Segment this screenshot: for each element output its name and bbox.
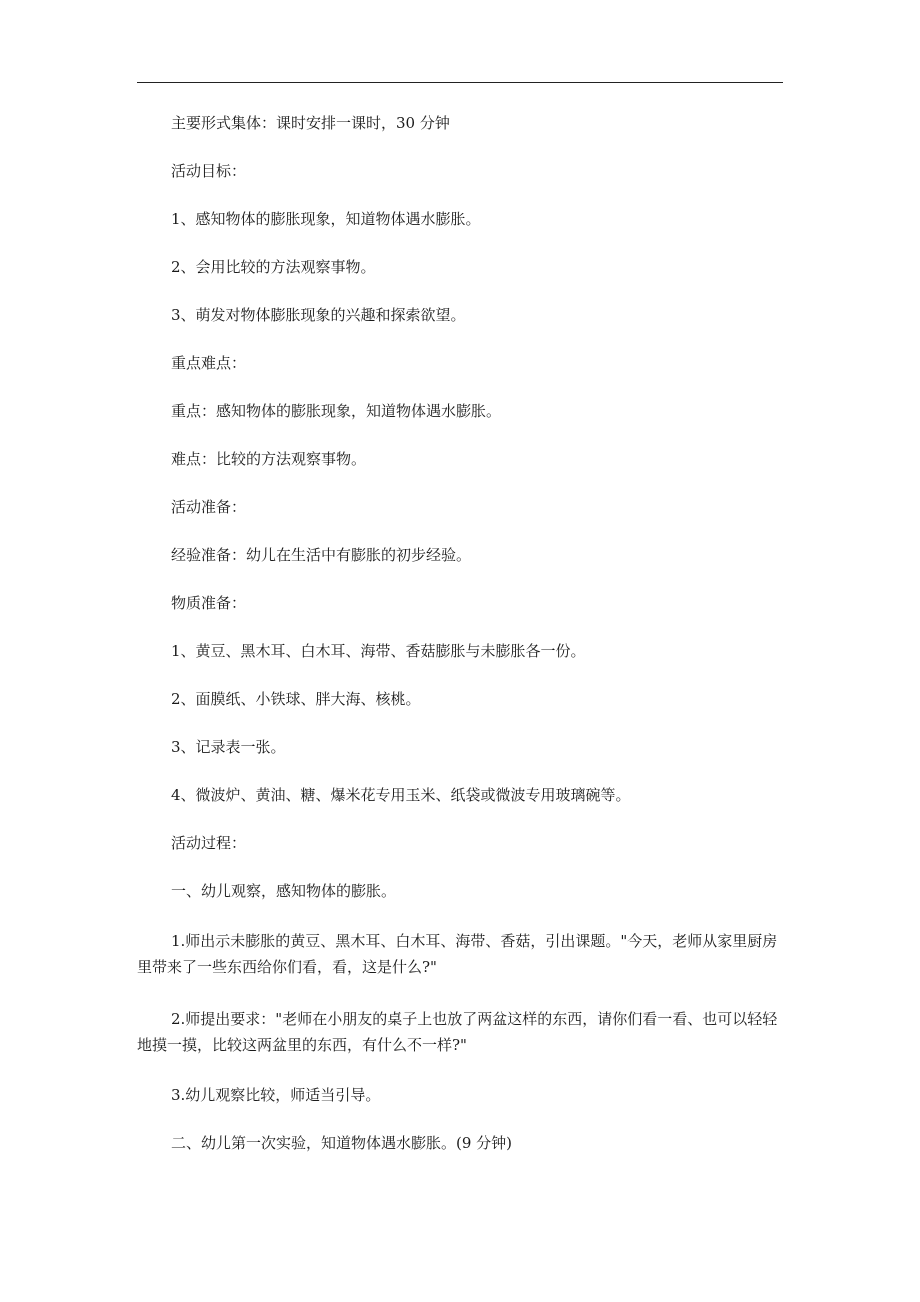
- document-body: [137, 112, 783, 1154]
- list-item: 4、微波炉、黄油、糖、爆米花专用玉米、纸袋或微波专用玻璃碗等。: [171, 786, 631, 804]
- paragraph: 一、幼儿观察，感知物体的膨胀。: [171, 882, 397, 900]
- paragraph: 二、幼儿第一次实验，知道物体遇水膨胀。(9 分钟): [171, 1134, 513, 1152]
- section-heading: 活动过程：: [171, 834, 247, 852]
- section-heading: 活动准备：: [171, 498, 247, 516]
- paragraph: 3.幼儿观察比较，师适当引导。: [171, 1086, 381, 1104]
- list-item: 1、黄豆、黑木耳、白木耳、海带、香菇膨胀与未膨胀各一份。: [171, 642, 586, 660]
- list-item: 3、记录表一张。: [171, 738, 286, 756]
- paragraph: 难点：比较的方法观察事物。: [171, 450, 367, 468]
- paragraph: 1.师出示未膨胀的黄豆、黑木耳、白木耳、海带、香菇，引出课题。"今天，老师从家里厨房里带来了一些东西给你们看，看，这是什么?": [137, 932, 778, 976]
- list-item: 2、会用比较的方法观察事物。: [171, 258, 376, 276]
- section-heading: 重点难点：: [171, 354, 247, 372]
- header-rule: [137, 82, 783, 83]
- paragraph: 2.师提出要求："老师在小朋友的桌子上也放了两盆这样的东西，请你们看一看、也可以轻轻地摸一摸，比较这两盆里的东西，有什么不一样?": [137, 1010, 778, 1054]
- section-heading: 物质准备：: [171, 594, 247, 612]
- list-item: 2、面膜纸、小铁球、胖大海、核桃。: [171, 690, 421, 708]
- list-item: 3、萌发对物体膨胀现象的兴趣和探索欲望。: [171, 306, 466, 324]
- paragraph: 经验准备：幼儿在生活中有膨胀的初步经验。: [171, 546, 472, 564]
- paragraph: 重点：感知物体的膨胀现象，知道物体遇水膨胀。: [171, 402, 502, 420]
- list-item: 1、感知物体的膨胀现象，知道物体遇水膨胀。: [171, 210, 481, 228]
- paragraph: 主要形式集体：课时安排一课时，30 分钟: [171, 114, 450, 132]
- section-heading: 活动目标：: [171, 162, 247, 180]
